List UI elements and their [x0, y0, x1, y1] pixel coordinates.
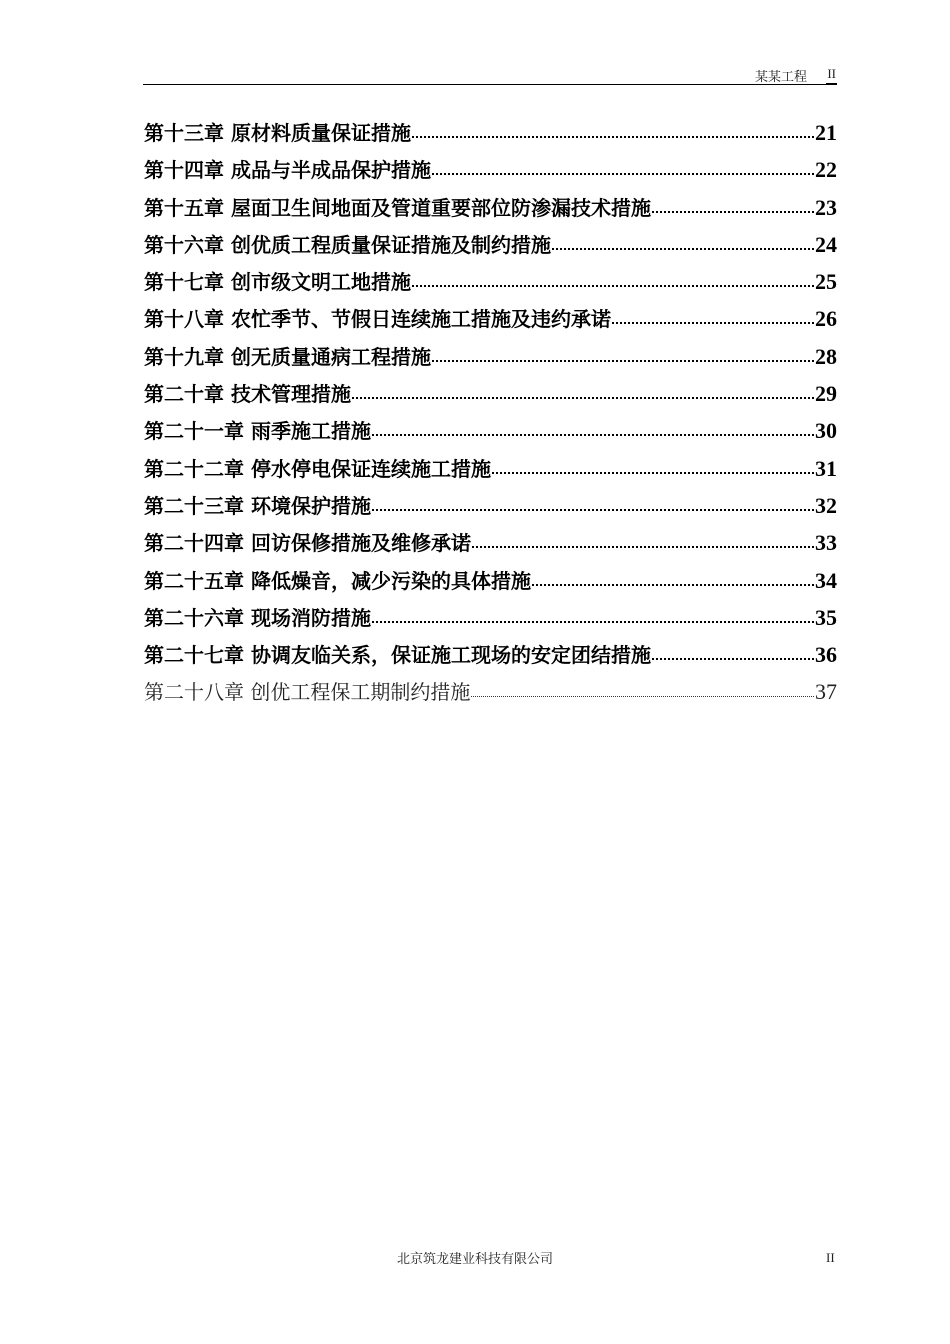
toc-entry-title: 第二十二章 停水停电保证连续施工措施 [144, 456, 491, 481]
table-of-contents [144, 117, 837, 714]
toc-entry[interactable] [144, 565, 837, 602]
toc-entry-title: 第十五章 屋面卫生间地面及管道重要部位防渗漏技术措施 [144, 195, 651, 220]
toc-dot-leader [352, 397, 814, 399]
toc-entry-page-number: 28 [815, 343, 837, 369]
header-title: 某某工程 [754, 70, 807, 85]
toc-dot-leader [432, 360, 814, 362]
toc-entry-page-number: 24 [815, 231, 837, 257]
toc-entry-title: 第十四章 成品与半成品保护措施 [144, 158, 431, 183]
toc-entry-page-number: 25 [815, 269, 837, 295]
toc-dot-leader [652, 658, 814, 660]
footer-company: 北京筑龙建业科技有限公司 [396, 1252, 553, 1267]
toc-entry-title: 第二十三章 环境保护措施 [144, 493, 371, 518]
toc-entry[interactable] [144, 192, 837, 229]
toc-entry[interactable] [144, 527, 837, 564]
toc-entry-page-number: 26 [815, 306, 837, 332]
toc-entry-title: 第二十五章 降低燥音，减少污染的具体措施 [144, 568, 531, 593]
toc-entry-page-number: 35 [815, 604, 837, 630]
toc-entry-title: 第十七章 创市级文明工地措施 [144, 270, 411, 295]
header-page-number: II [826, 66, 837, 84]
toc-entry-page-number: 31 [815, 455, 837, 481]
toc-dot-leader [372, 621, 814, 623]
toc-entry-page-number: 32 [815, 492, 837, 518]
toc-entry[interactable] [144, 453, 837, 490]
toc-entry[interactable] [144, 602, 837, 639]
toc-entry-page-number: 23 [815, 194, 837, 220]
toc-entry[interactable] [144, 415, 837, 452]
toc-entry-title: 第二十六章 现场消防措施 [144, 605, 371, 630]
toc-dot-leader [372, 434, 814, 436]
toc-entry-title: 第二十章 技术管理措施 [144, 382, 351, 407]
toc-entry[interactable] [144, 266, 837, 303]
toc-dot-leader [432, 173, 814, 175]
toc-dot-leader [372, 509, 814, 511]
toc-entry[interactable] [144, 303, 837, 340]
toc-entry-title: 第十九章 创无质量通病工程措施 [144, 344, 431, 369]
toc-entry-page-number: 37 [815, 679, 837, 705]
toc-entry[interactable] [144, 639, 837, 676]
toc-dot-leader [412, 285, 814, 287]
toc-entry[interactable] [144, 229, 837, 266]
toc-dot-leader [472, 546, 814, 548]
toc-entry[interactable] [144, 378, 837, 415]
toc-entry-page-number: 30 [815, 418, 837, 444]
toc-dot-leader [552, 248, 814, 250]
toc-entry[interactable] [144, 490, 837, 527]
toc-entry-title: 第十八章 农忙季节、节假日连续施工措施及违约承诺 [144, 307, 611, 332]
toc-dot-leader [471, 696, 814, 697]
toc-dot-leader [412, 136, 814, 138]
toc-entry-title: 第二十七章 协调友临关系，保证施工现场的安定团结措施 [144, 643, 651, 668]
toc-entry-page-number: 34 [815, 567, 837, 593]
toc-entry-title: 第二十四章 回访保修措施及维修承诺 [144, 531, 471, 556]
toc-entry-title: 第十六章 创优质工程质量保证措施及制约措施 [144, 232, 551, 257]
toc-entry-page-number: 36 [815, 642, 837, 668]
toc-entry-title: 第二十一章 雨季施工措施 [144, 419, 371, 444]
toc-dot-leader [492, 472, 814, 474]
toc-entry[interactable] [144, 341, 837, 378]
toc-dot-leader [652, 211, 814, 213]
toc-dot-leader [612, 322, 814, 324]
footer-page-number: II [826, 1250, 835, 1265]
toc-entry-title: 第二十八章 创优工程保工期制约措施 [144, 680, 471, 705]
toc-entry-page-number: 29 [815, 381, 837, 407]
toc-entry[interactable] [144, 676, 837, 713]
toc-dot-leader [532, 584, 814, 586]
toc-entry-page-number: 33 [815, 530, 837, 556]
toc-entry-page-number: 22 [815, 157, 837, 183]
toc-entry-page-number: 21 [815, 120, 837, 145]
toc-entry[interactable] [144, 154, 837, 191]
toc-entry[interactable] [144, 117, 837, 154]
toc-entry-title: 第十三章 原材料质量保证措施 [144, 121, 411, 145]
page-header [143, 64, 837, 85]
